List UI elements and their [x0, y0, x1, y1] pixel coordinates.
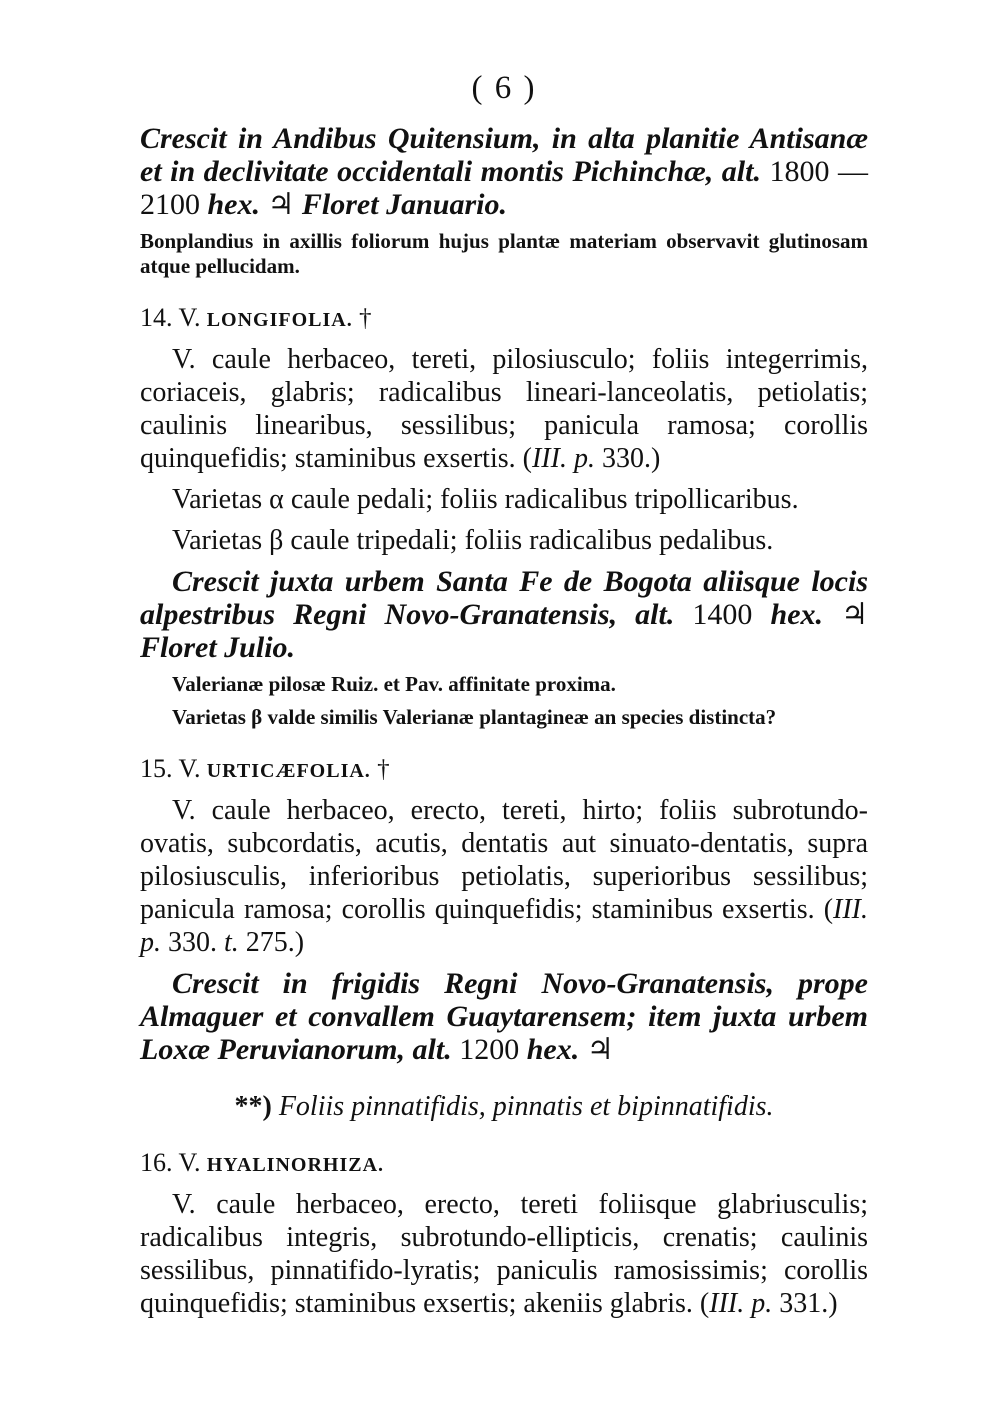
- species-number: 14. V.: [140, 303, 201, 332]
- species-name: HYALINORHIZA.: [206, 1154, 385, 1176]
- variety-alpha: Varietas α caule pedali; foliis radicalibus tripollicaribus.: [172, 484, 799, 515]
- section-text: Foliis pinnatifidis, pinnatis et bipinnatifidis.: [278, 1091, 774, 1122]
- species-heading-14: [140, 303, 868, 335]
- reference-label: III. p.: [531, 443, 595, 474]
- hex-label: hex.: [207, 188, 260, 221]
- perennial-symbol: ♃: [267, 188, 295, 221]
- description-paragraph-16: [140, 1188, 868, 1320]
- altitude: 1400: [692, 598, 753, 631]
- section-heading: [140, 1090, 868, 1124]
- species-heading-15: [140, 754, 868, 786]
- species-number: 15. V.: [140, 754, 201, 783]
- page-number: ( 6 ): [471, 70, 537, 106]
- species-name: LONGIFOLIA.: [206, 309, 353, 331]
- variety-note: Varietas β valde similis Valerianæ plantagineæ an species distincta?: [172, 705, 777, 729]
- reference-number: 330.: [168, 927, 217, 958]
- dagger-mark: †: [377, 756, 390, 783]
- habitat-text: Crescit juxta urbem Santa Fe de Bogota aliisque locis alpestribus Regni Novo-Granatensis, alt.: [140, 565, 868, 631]
- reference-label: III. p.: [709, 1288, 773, 1319]
- page: [140, 68, 868, 1320]
- species-name: URTICÆFOLIA.: [206, 760, 371, 782]
- reference-number: 331.): [779, 1288, 838, 1319]
- hex-label: hex.: [526, 1033, 580, 1066]
- habitat-paragraph-14: [140, 565, 868, 664]
- habitat-text: Crescit in Andibus Quitensium, in alta planitie Antisanæ et in declivitate occidentali montis Pichinchæ, alt.: [140, 122, 868, 188]
- altitude: 1200: [459, 1033, 520, 1066]
- altitude: 1800 — 2100: [140, 155, 868, 221]
- description-paragraph-14: [140, 343, 868, 475]
- flowering-text: Floret Julio.: [140, 631, 296, 664]
- variety-beta: Varietas β caule tripedali; foliis radicalibus pedalibus.: [172, 525, 774, 556]
- species-heading-16: [140, 1148, 868, 1180]
- perennial-symbol: ♃: [586, 1033, 614, 1066]
- description-paragraph-15: [140, 794, 868, 959]
- flowering-text: Floret Januario.: [301, 188, 507, 221]
- description-text: V. caule herbaceo, erecto, tereti, hirto; foliis subrotundo-ovatis, subcordatis, acutis, dentatis aut sinuato-dentatis, supra pilosiusculis, inferioribus petiolatis, superioribus sessilibus; panicula ramosa; corollis quinquefidis; staminibus exsertis. (: [140, 795, 868, 925]
- habitat-paragraph-15: [140, 967, 868, 1066]
- species-number: 16. V.: [140, 1148, 201, 1177]
- habitat-text: Crescit in frigidis Regni Novo-Granatensis, prope Almaguer et convallem Guaytarensem; item juxta urbem Loxæ Peruvianorum, alt.: [140, 967, 868, 1066]
- description-text: V. caule herbaceo, tereti, pilosiusculo; foliis integerrimis, coriaceis, glabris; radicalibus lineari-lanceolatis, petiolatis; caulinis linearibus, sessilibus; panicula ramosa; corollis quinquefidis; staminibus exsertis. (: [140, 344, 868, 474]
- section-mark: **): [234, 1091, 272, 1122]
- plate-number: 275.): [245, 927, 305, 958]
- affinity-note: Valerianæ pilosæ Ruiz. et Pav. affinitate proxima.: [172, 672, 616, 696]
- reference-label: III. p.: [140, 894, 868, 958]
- note-paragraph: Bonplandius in axillis foliorum hujus plantæ materiam observavit glutinosam atque pellucidam.: [140, 229, 868, 278]
- reference-number: 330.): [601, 443, 661, 474]
- description-text: V. caule herbaceo, erecto, tereti foliisque glabriusculis; radicalibus integris, subrotundo-ellipticis, crenatis; caulinis sessilibus, pinnatifido-lyratis; paniculis ramosissimis; corollis quinquefidis; staminibus exsertis; akeniis glabris. (: [140, 1189, 868, 1319]
- habitat-paragraph-13: [140, 122, 868, 221]
- plate-label: t.: [224, 927, 239, 958]
- perennial-symbol: ♃: [841, 598, 869, 631]
- hex-label: hex.: [770, 598, 824, 631]
- dagger-mark: †: [359, 305, 372, 332]
